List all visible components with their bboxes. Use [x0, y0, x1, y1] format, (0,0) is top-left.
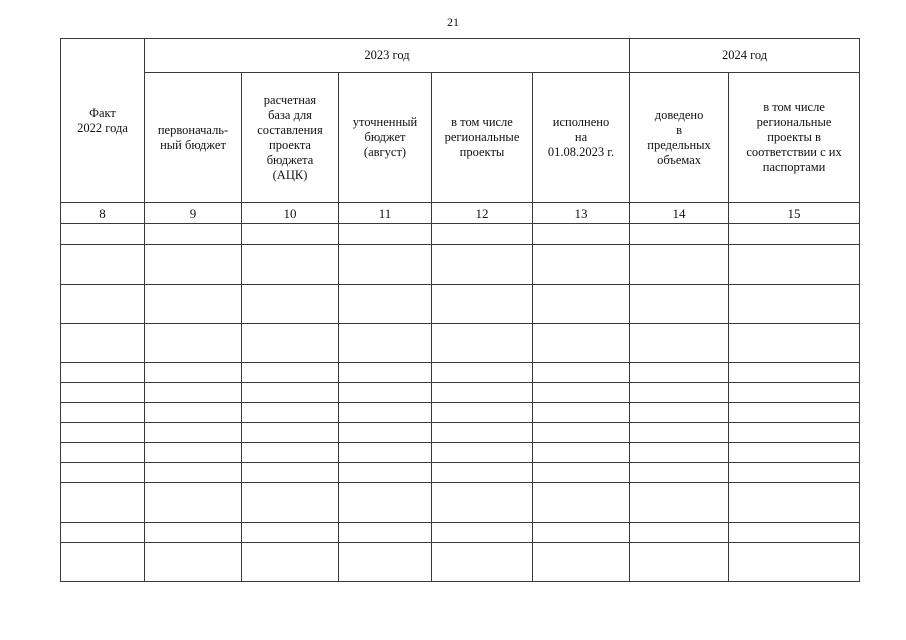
table-cell — [432, 403, 533, 423]
table-cell — [61, 324, 145, 363]
table-row — [61, 224, 860, 245]
table-row — [61, 523, 860, 543]
table-cell — [145, 324, 242, 363]
table-cell — [145, 423, 242, 443]
column-number: 10 — [242, 203, 339, 224]
header-regional-projects-2023: в том числе региональные проекты — [432, 73, 533, 203]
column-number: 11 — [339, 203, 432, 224]
table-cell — [242, 443, 339, 463]
table-cell — [630, 423, 729, 443]
table-cell — [630, 383, 729, 403]
table-cell — [242, 483, 339, 523]
header-year-2023: 2023 год — [145, 39, 630, 73]
table-cell — [729, 363, 860, 383]
table-cell — [533, 443, 630, 463]
table-cell — [729, 483, 860, 523]
table-cell — [630, 245, 729, 285]
table-cell — [339, 245, 432, 285]
table-cell — [61, 403, 145, 423]
table-cell — [145, 224, 242, 245]
table-cell — [61, 285, 145, 324]
table-row — [61, 363, 860, 383]
table-cell — [630, 324, 729, 363]
header-row-columns — [61, 73, 860, 203]
column-number: 13 — [533, 203, 630, 224]
table-cell — [61, 363, 145, 383]
table-cell — [533, 423, 630, 443]
table-cell — [729, 463, 860, 483]
table-cell — [145, 285, 242, 324]
column-number-row — [61, 203, 860, 224]
table-cell — [533, 543, 630, 582]
table-cell — [432, 543, 533, 582]
table-cell — [339, 224, 432, 245]
page-number: 21 — [447, 15, 459, 29]
table-cell — [242, 463, 339, 483]
table-cell — [533, 483, 630, 523]
table-cell — [432, 463, 533, 483]
table-cell — [533, 224, 630, 245]
table-cell — [630, 224, 729, 245]
table-cell — [533, 245, 630, 285]
table-cell — [145, 543, 242, 582]
table-cell — [630, 463, 729, 483]
header-fact-2022: Факт 2022 года — [61, 39, 145, 203]
table-cell — [339, 543, 432, 582]
table-row — [61, 423, 860, 443]
table-row — [61, 245, 860, 285]
column-number: 8 — [61, 203, 145, 224]
table-cell — [630, 543, 729, 582]
budget-table — [60, 38, 860, 582]
column-number: 9 — [145, 203, 242, 224]
table-cell — [61, 523, 145, 543]
table-cell — [630, 523, 729, 543]
table-cell — [533, 403, 630, 423]
table-cell — [630, 403, 729, 423]
table-cell — [242, 423, 339, 443]
table-cell — [145, 403, 242, 423]
table-cell — [533, 523, 630, 543]
table-cell — [533, 324, 630, 363]
table-cell — [729, 543, 860, 582]
table-cell — [339, 463, 432, 483]
table-cell — [729, 383, 860, 403]
table-cell — [432, 383, 533, 403]
table-row — [61, 463, 860, 483]
table-cell — [729, 523, 860, 543]
table-cell — [432, 423, 533, 443]
header-limits-2024: доведено в предельных объемах — [630, 73, 729, 203]
table-row — [61, 403, 860, 423]
column-number: 12 — [432, 203, 533, 224]
table-cell — [432, 483, 533, 523]
table-cell — [339, 403, 432, 423]
table-cell — [729, 423, 860, 443]
table-cell — [242, 403, 339, 423]
header-row-years — [61, 39, 860, 73]
table-cell — [432, 224, 533, 245]
table-cell — [729, 403, 860, 423]
table-cell — [630, 363, 729, 383]
table-cell — [61, 245, 145, 285]
table-cell — [533, 285, 630, 324]
table-row — [61, 443, 860, 463]
table-cell — [242, 523, 339, 543]
table-cell — [339, 443, 432, 463]
table-cell — [339, 324, 432, 363]
header-regional-projects-2024: в том числе региональные проекты в соответствии с их паспортами — [729, 73, 860, 203]
table-cell — [242, 324, 339, 363]
table-row — [61, 324, 860, 363]
table-cell — [145, 383, 242, 403]
table-cell — [242, 383, 339, 403]
table-row — [61, 383, 860, 403]
table-cell — [61, 423, 145, 443]
table-cell — [729, 324, 860, 363]
table-row — [61, 543, 860, 582]
table-row — [61, 483, 860, 523]
header-year-2024: 2024 год — [630, 39, 860, 73]
table-cell — [432, 523, 533, 543]
table-cell — [145, 363, 242, 383]
table-cell — [242, 285, 339, 324]
table-cell — [61, 383, 145, 403]
table-cell — [630, 443, 729, 463]
table-cell — [729, 224, 860, 245]
table-cell — [145, 443, 242, 463]
table-cell — [339, 363, 432, 383]
table-cell — [61, 543, 145, 582]
table-cell — [61, 463, 145, 483]
table-cell — [242, 224, 339, 245]
table-cell — [339, 523, 432, 543]
table-cell — [630, 285, 729, 324]
table-cell — [242, 363, 339, 383]
table-cell — [61, 443, 145, 463]
table-cell — [242, 543, 339, 582]
header-initial-budget: первоначаль- ный бюджет — [145, 73, 242, 203]
table-cell — [432, 245, 533, 285]
header-revised-budget: уточненный бюджет (август) — [339, 73, 432, 203]
table-cell — [533, 383, 630, 403]
table-cell — [432, 443, 533, 463]
table-cell — [630, 483, 729, 523]
column-number: 14 — [630, 203, 729, 224]
table-cell — [145, 483, 242, 523]
header-calc-base: расчетная база для составления проекта бюджета (АЦК) — [242, 73, 339, 203]
table-cell — [432, 285, 533, 324]
table-cell — [145, 245, 242, 285]
table-cell — [339, 483, 432, 523]
table-cell — [242, 245, 339, 285]
table-cell — [145, 463, 242, 483]
column-number: 15 — [729, 203, 860, 224]
table-cell — [339, 285, 432, 324]
table-cell — [729, 245, 860, 285]
table-cell — [432, 324, 533, 363]
table-cell — [729, 443, 860, 463]
table-cell — [61, 224, 145, 245]
table-cell — [339, 423, 432, 443]
table-row — [61, 285, 860, 324]
table-cell — [145, 523, 242, 543]
table-cell — [533, 463, 630, 483]
header-executed: исполнено на 01.08.2023 г. — [533, 73, 630, 203]
table-cell — [729, 285, 860, 324]
table-cell — [339, 383, 432, 403]
table-cell — [61, 483, 145, 523]
table-cell — [533, 363, 630, 383]
table-cell — [432, 363, 533, 383]
